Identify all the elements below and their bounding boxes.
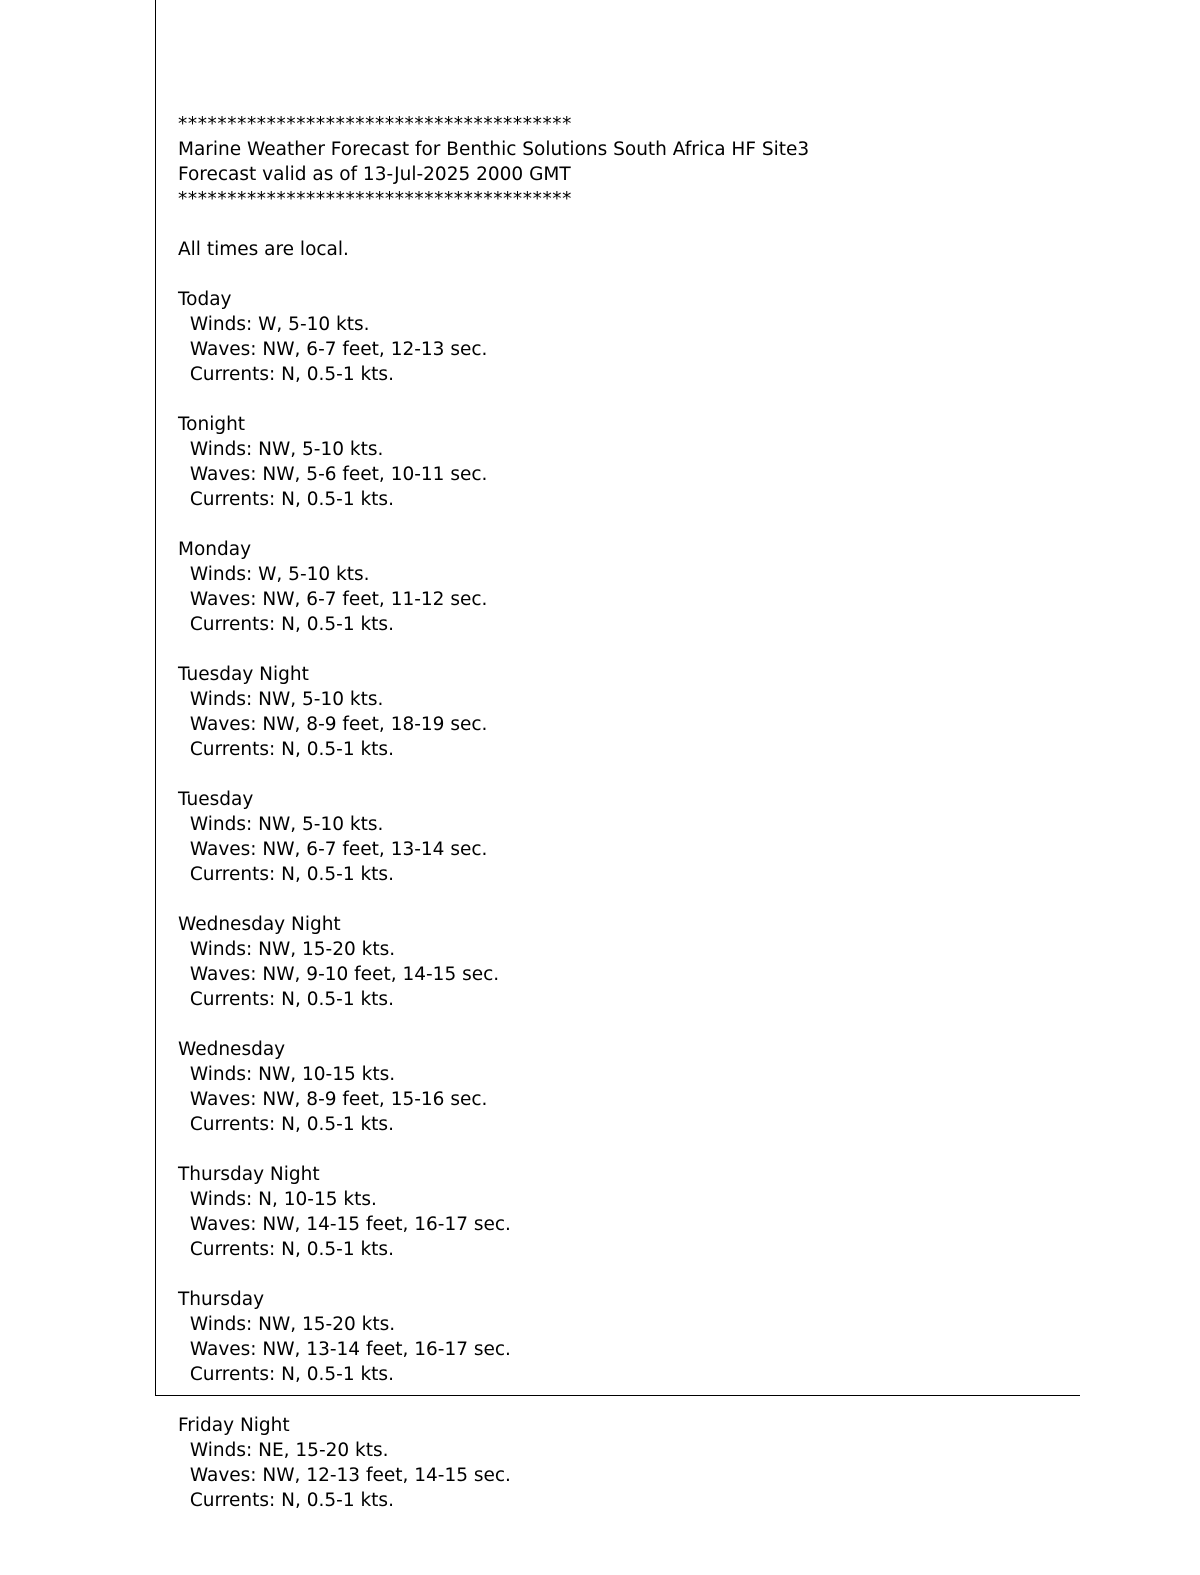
spacer xyxy=(178,887,1078,912)
spacer xyxy=(178,262,1078,287)
period-name: Wednesday Night xyxy=(178,914,341,935)
period-currents: Currents: N, 0.5-1 kts. xyxy=(184,1114,394,1135)
times-note: All times are local. xyxy=(178,239,349,260)
forecast-period xyxy=(178,1287,1078,1387)
forecast-period xyxy=(178,412,1078,512)
forecast-period xyxy=(178,287,1078,387)
spacer xyxy=(178,1262,1078,1287)
period-name: Thursday xyxy=(178,1289,265,1310)
period-currents: Currents: N, 0.5-1 kts. xyxy=(184,1239,394,1260)
header-rule-top: **************************************** xyxy=(178,114,572,135)
period-currents: Currents: N, 0.5-1 kts. xyxy=(184,739,394,760)
period-winds: Winds: NW, 15-20 kts. xyxy=(184,939,396,960)
period-currents: Currents: N, 0.5-1 kts. xyxy=(184,864,394,885)
period-winds: Winds: W, 5-10 kts. xyxy=(184,314,370,335)
forecast-validity: Forecast valid as of 13-Jul-2025 2000 GMT xyxy=(178,164,571,185)
spacer xyxy=(178,1012,1078,1037)
period-winds: Winds: NW, 5-10 kts. xyxy=(184,439,384,460)
forecast-period xyxy=(178,1162,1078,1262)
spacer xyxy=(178,762,1078,787)
forecast-period xyxy=(178,1037,1078,1137)
period-winds: Winds: N, 10-15 kts. xyxy=(184,1189,377,1210)
period-waves: Waves: NW, 12-13 feet, 14-15 sec. xyxy=(184,1465,511,1486)
period-currents: Currents: N, 0.5-1 kts. xyxy=(184,1490,394,1511)
page-title: Marine Weather Forecast for Benthic Solutions South Africa HF Site3 xyxy=(178,139,810,160)
period-name: Tuesday Night xyxy=(178,664,309,685)
spacer xyxy=(178,512,1078,537)
period-name: Tonight xyxy=(178,414,246,435)
period-name: Monday xyxy=(178,539,252,560)
period-waves: Waves: NW, 8-9 feet, 15-16 sec. xyxy=(184,1089,488,1110)
period-winds: Winds: NW, 10-15 kts. xyxy=(184,1064,396,1085)
period-waves: Waves: NW, 9-10 feet, 14-15 sec. xyxy=(184,964,500,985)
period-currents: Currents: N, 0.5-1 kts. xyxy=(184,364,394,385)
next-page-forecast-period xyxy=(178,1413,1078,1513)
spacer xyxy=(178,212,1078,237)
period-name: Wednesday xyxy=(178,1039,286,1060)
spacer xyxy=(178,387,1078,412)
period-currents: Currents: N, 0.5-1 kts. xyxy=(184,489,394,510)
period-waves: Waves: NW, 5-6 feet, 10-11 sec. xyxy=(184,464,488,485)
forecast-period xyxy=(178,912,1078,1012)
period-waves: Waves: NW, 13-14 feet, 16-17 sec. xyxy=(184,1339,511,1360)
period-winds: Winds: NW, 5-10 kts. xyxy=(184,689,384,710)
period-name: Today xyxy=(178,289,232,310)
period-winds: Winds: NE, 15-20 kts. xyxy=(184,1440,389,1461)
spacer xyxy=(178,637,1078,662)
period-name: Friday Night xyxy=(178,1415,290,1436)
forecast-text-body xyxy=(178,112,1078,1387)
period-currents: Currents: N, 0.5-1 kts. xyxy=(184,989,394,1010)
period-waves: Waves: NW, 6-7 feet, 11-12 sec. xyxy=(184,589,488,610)
period-name: Tuesday xyxy=(178,789,254,810)
forecast-period xyxy=(178,662,1078,762)
period-currents: Currents: N, 0.5-1 kts. xyxy=(184,1364,394,1385)
period-name: Thursday Night xyxy=(178,1164,320,1185)
period-currents: Currents: N, 0.5-1 kts. xyxy=(184,614,394,635)
period-winds: Winds: W, 5-10 kts. xyxy=(184,564,370,585)
period-waves: Waves: NW, 6-7 feet, 13-14 sec. xyxy=(184,839,488,860)
period-waves: Waves: NW, 14-15 feet, 16-17 sec. xyxy=(184,1214,511,1235)
period-waves: Waves: NW, 8-9 feet, 18-19 sec. xyxy=(184,714,488,735)
spacer xyxy=(178,1137,1078,1162)
header-rule-bottom: **************************************** xyxy=(178,189,572,210)
forecast-period xyxy=(178,537,1078,637)
period-winds: Winds: NW, 5-10 kts. xyxy=(184,814,384,835)
period-winds: Winds: NW, 15-20 kts. xyxy=(184,1314,396,1335)
forecast-period xyxy=(178,787,1078,887)
period-waves: Waves: NW, 6-7 feet, 12-13 sec. xyxy=(184,339,488,360)
